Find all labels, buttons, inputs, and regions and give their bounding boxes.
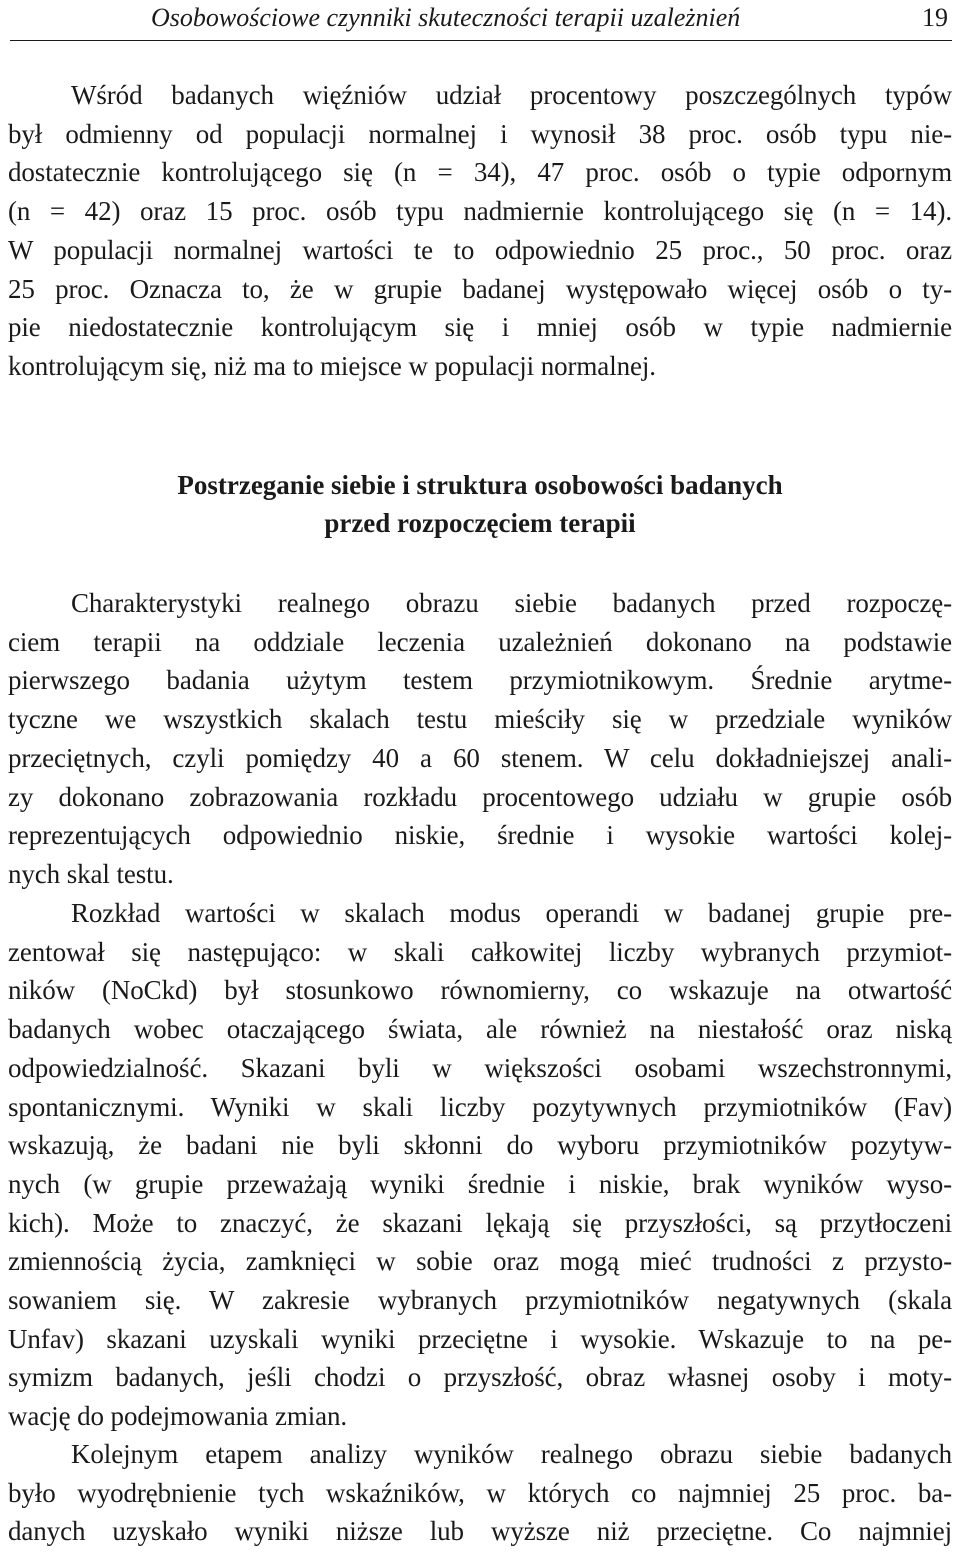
text-line: symizm badanych, jeśli chodzi o przyszłość, obraz własnej osoby i moty-: [8, 1362, 952, 1393]
text-line: dostatecznie kontrolującego się (n = 34), 47 proc. osób o typie odpornym: [8, 157, 952, 188]
text-line: kich). Może to znaczyć, że skazani lękają się przyszłości, są przytłoczeni: [8, 1207, 952, 1238]
paragraph-modus-operandi: [8, 894, 952, 1436]
running-header: [10, 0, 952, 41]
text-line: (n = 42) oraz 15 proc. osób typu nadmiernie kontrolującego się (n = 14).: [8, 196, 952, 227]
text-line: pierwszego badania użytym testem przymiotnikowym. Średnie arytme-: [8, 665, 952, 696]
text-line: Rozkład wartości w skalach modus operandi w badanej grupie pre-: [71, 898, 952, 928]
text-line: spontanicznymi. Wyniki w skali liczby pozytywnych przymiotników (Fav): [8, 1091, 952, 1122]
text-line: Wśród badanych więźniów udział procentowy poszczególnych typów: [71, 80, 952, 110]
text-line: zentował się następująco: w skali całkowitej liczby wybranych przymiot-: [8, 936, 952, 967]
text-line: zy dokonano zobrazowania rozkładu procentowego udziału w grupie osób: [8, 781, 952, 812]
page-number: 19: [922, 3, 948, 32]
text-line: było wyodrębnienie tych wskaźników, w których co najmniej 25 proc. ba-: [8, 1477, 952, 1508]
text-line: odpowiedzialność. Skazani byli w większości osobami wszechstronnymi,: [8, 1052, 952, 1083]
text-line: wskazują, że badani nie byli skłonni do wyboru przymiotników pozytyw-: [8, 1130, 952, 1161]
text-line: W populacji normalnej wartości te to odpowiednio 25 proc., 50 proc. oraz: [8, 234, 952, 265]
text-line: nych skal testu.: [8, 858, 174, 889]
text-line: był odmienny od populacji normalnej i wynosił 38 proc. osób typu nie-: [8, 118, 952, 149]
text-line: 25 proc. Oznacza to, że w grupie badanej występowało więcej osób o ty-: [8, 273, 952, 304]
text-line: przeciętnych, czyli pomiędzy 40 a 60 stenem. W celu dokładniejszej anali-: [8, 742, 952, 773]
text-line: nych (w grupie przeważają wyniki średnie i niskie, brak wyników wyso-: [8, 1168, 952, 1199]
text-line: ników (NoCkd) był stosunkowo równomierny, co wskazuje na otwartość: [8, 975, 952, 1006]
text-line: zmiennością życia, zamknięci w sobie oraz mogą mieć trudności z przysto-: [8, 1246, 952, 1277]
text-line: Charakterystyki realnego obrazu siebie badanych przed rozpoczę-: [71, 588, 952, 618]
text-line: Unfav) skazani uzyskali wyniki przeciętne i wysokie. Wskazuje to na pe-: [8, 1323, 952, 1354]
text-line: reprezentujących odpowiednio niskie, średnie i wysokie wartości kolej-: [8, 820, 952, 851]
text-line: pie niedostatecznie kontrolującym się i mniej osób w typie nadmiernie: [8, 312, 952, 343]
section-heading: [8, 466, 952, 542]
text-line: kontrolującym się, niż ma to miejsce w populacji normalnej.: [8, 350, 656, 381]
text-line: Kolejnym etapem analizy wyników realnego obrazu siebie badanych: [71, 1439, 952, 1469]
text-line: sowaniem się. W zakresie wybranych przymiotników negatywnych (skala: [8, 1285, 952, 1316]
running-title: Osobowościowe czynniki skuteczności terapii uzależnień: [151, 3, 741, 32]
paragraph-next-stage: [8, 1435, 952, 1551]
text-line: wację do podejmowania zmian.: [8, 1401, 348, 1432]
text-line: badanych wobec otaczającego świata, ale również na niestałość oraz niską: [8, 1014, 952, 1045]
text-line: danych uzyskało wyniki niższe lub wyższe niż przeciętne. Co najmniej: [8, 1516, 952, 1547]
paragraph-self-image: [8, 584, 952, 894]
paragraph-prisoner-types: [8, 76, 952, 386]
section-heading-line: Postrzeganie siebie i struktura osobowości badanych: [177, 470, 783, 500]
section-heading-line: przed rozpoczęciem terapii: [324, 508, 636, 538]
text-line: tyczne we wszystkich skalach testu mieściły się w przedziale wyników: [8, 704, 952, 735]
text-line: ciem terapii na oddziale leczenia uzależnień dokonano na podstawie: [8, 626, 952, 657]
